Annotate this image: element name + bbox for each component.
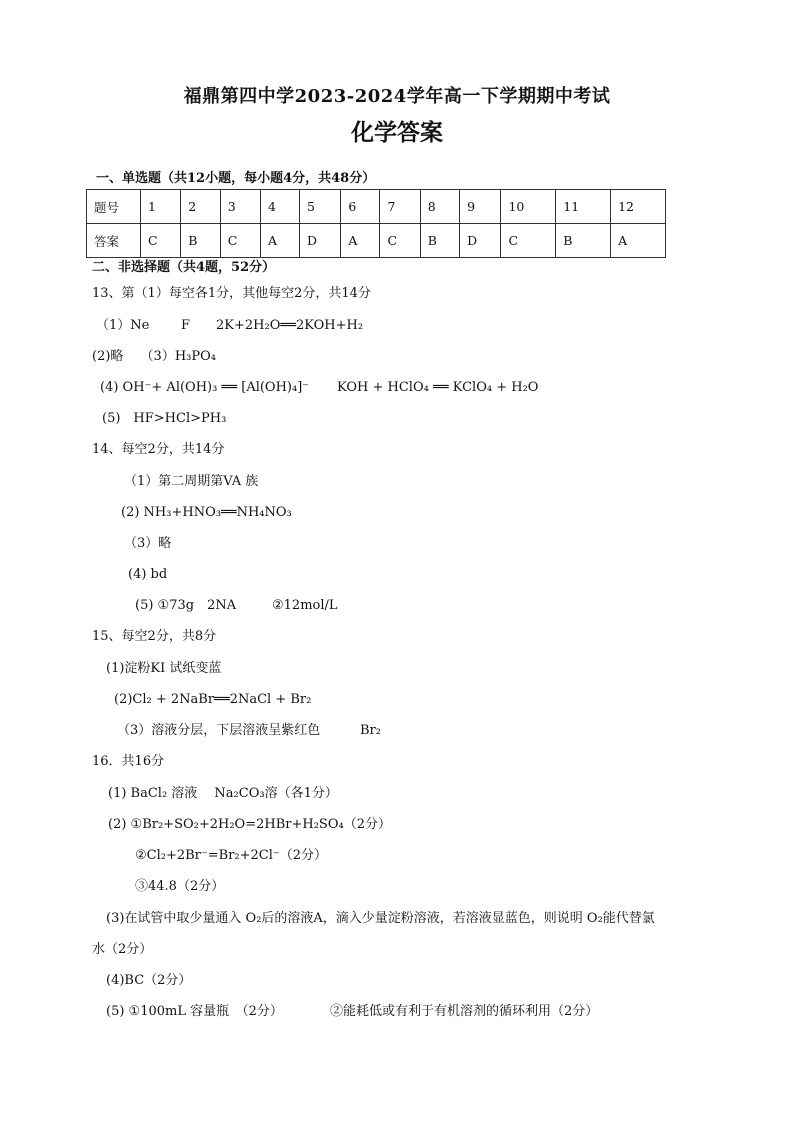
table-cell: C bbox=[380, 224, 420, 258]
answer-table bbox=[86, 189, 666, 258]
row-label-answers: 答案 bbox=[87, 224, 141, 258]
q16-answer-4: (4)BC（2分） bbox=[106, 973, 192, 988]
q15-answer-1: (1)淀粉KI 试纸变蓝 bbox=[106, 661, 222, 676]
q16-answer-3-line2: 水（2分） bbox=[92, 942, 153, 957]
q13-answer-5: (5) HF>HCl>PH₃ bbox=[102, 411, 227, 426]
table-cell: 9 bbox=[460, 190, 501, 224]
section2-heading: 二、非选择题（共4题，52分） bbox=[92, 260, 276, 275]
q14-answer-5b: ②12mol/L bbox=[272, 598, 338, 613]
q13-answer-1a: （1）Ne bbox=[96, 318, 150, 333]
section1-heading: 一、单选题（共12小题，每小题4分，共48分） bbox=[96, 171, 376, 186]
table-cell: 8 bbox=[420, 190, 459, 224]
q13-answer-4a: (4) OH⁻+ Al(OH)₃ ══ [Al(OH)₄]⁻ bbox=[100, 380, 310, 395]
table-cell: B bbox=[556, 224, 611, 258]
table-cell: D bbox=[460, 224, 501, 258]
q16-answer-3-line1: (3)在试管中取少量通入 O₂后的溶液A，滴入少量淀粉溶液，若溶液显蓝色，则说明 O₂能代替氯 bbox=[106, 911, 655, 926]
table-cell: D bbox=[300, 224, 341, 258]
table-cell: 4 bbox=[261, 190, 300, 224]
q15-answer-3b: Br₂ bbox=[360, 723, 381, 738]
q13-answer-2: (2)略 （3）H₃PO₄ bbox=[92, 349, 216, 364]
exam-title: 福鼎第四中学2023-2024学年高一下学期期中考试 bbox=[183, 86, 611, 107]
table-cell: 11 bbox=[556, 190, 611, 224]
table-row-answers bbox=[87, 224, 666, 258]
q15-answer-2: (2)Cl₂ + 2NaBr══2NaCl + Br₂ bbox=[114, 692, 312, 707]
q13-answer-1c: 2K+2H₂O══2KOH+H₂ bbox=[216, 318, 364, 333]
q16-answer-2-1: (2) ①Br₂+SO₂+2H₂O=2HBr+H₂SO₄（2分） bbox=[108, 817, 391, 832]
table-cell: B bbox=[420, 224, 459, 258]
q14-answer-1: （1）第二周期第VA 族 bbox=[124, 474, 259, 489]
q14-answer-3: （3）略 bbox=[124, 536, 172, 551]
table-cell: 12 bbox=[611, 190, 666, 224]
table-cell: A bbox=[341, 224, 380, 258]
table-cell: 3 bbox=[220, 190, 260, 224]
q16-header: 16．共16分 bbox=[92, 754, 165, 769]
q16-answer-2-3: ③44.8（2分） bbox=[135, 879, 225, 894]
table-cell: C bbox=[501, 224, 556, 258]
table-cell: 2 bbox=[181, 190, 220, 224]
table-cell: 6 bbox=[341, 190, 380, 224]
q14-answer-5a: (5) ①73g 2NA bbox=[135, 598, 237, 613]
table-cell: C bbox=[220, 224, 260, 258]
q16-answer-5a: (5) ①100mL 容量瓶 （2分） bbox=[106, 1004, 283, 1019]
q15-answer-3a: （3）溶液分层，下层溶液呈紫红色 bbox=[117, 723, 321, 738]
q16-answer-5b: ②能耗低或有利于有机溶剂的循环利用（2分） bbox=[330, 1004, 599, 1019]
table-cell: 10 bbox=[501, 190, 556, 224]
table-cell: 5 bbox=[300, 190, 341, 224]
q14-header: 14、每空2分，共14分 bbox=[92, 442, 225, 457]
q14-answer-4: (4) bd bbox=[128, 567, 168, 582]
row-label-numbers: 题号 bbox=[87, 190, 141, 224]
table-row-numbers bbox=[87, 190, 666, 224]
q16-answer-1: (1) BaCl₂ 溶液 Na₂CO₃溶（各1分） bbox=[108, 786, 338, 801]
subject-title: 化学答案 bbox=[351, 119, 443, 146]
q13-answer-1b: F bbox=[181, 318, 191, 333]
table-cell: C bbox=[141, 224, 181, 258]
table-cell: 1 bbox=[141, 190, 181, 224]
q13-header: 13、第（1）每空各1分，其他每空2分，共14分 bbox=[92, 286, 371, 301]
table-cell: 7 bbox=[380, 190, 420, 224]
table-cell: A bbox=[261, 224, 300, 258]
q14-answer-2: (2) NH₃+HNO₃══NH₄NO₃ bbox=[121, 505, 292, 520]
q15-header: 15、每空2分，共8分 bbox=[92, 629, 217, 644]
q16-answer-2-2: ②Cl₂+2Br⁻=Br₂+2Cl⁻（2分） bbox=[135, 848, 328, 863]
table-cell: A bbox=[611, 224, 666, 258]
table-cell: B bbox=[181, 224, 220, 258]
q13-answer-4b: KOH + HClO₄ ══ KClO₄ + H₂O bbox=[337, 380, 539, 395]
